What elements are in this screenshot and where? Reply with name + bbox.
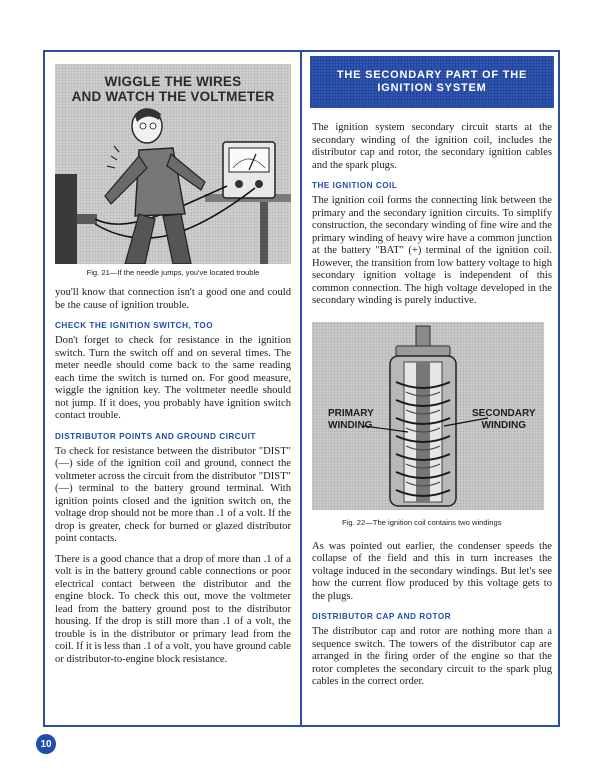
section-header-line-2: IGNITION SYSTEM xyxy=(377,82,487,94)
paragraph-check-ignition-switch: Don't forget to check for resistance in the ignition switch. Turn the switch off and on several times. The meter needle should come back to the same reading each time the switch is turned on. For good measure, wiggle the ignition key. The voltmeter needle should not jump. If it does, you probably have ignition switch contact trouble. xyxy=(55,335,291,421)
paragraph-distributor-points-1: To check for resistance between the distributor "DIST" (—) side of the ignition coil and ground, connect the voltmeter across the circuit from the distributor "DIST" (—) terminal to the battery ground terminal. With ignition points closed and the ignition switch on, the voltage drop should not be more than .1 of a volt. If the drop is greater, check for burned or glazed distributor point contacts. xyxy=(55,445,291,544)
figure-21-title-line-2: AND WATCH THE VOLTMETER xyxy=(71,89,275,104)
section-header-line-1: THE SECONDARY PART OF THE xyxy=(336,69,528,81)
mechanic-figure-icon xyxy=(105,108,205,264)
paragraph-distributor-cap: The distributor cap and rotor are nothing more than a sequence switch. The towers of the distributor cap are arranged in the firing order of the engine so that the rotor completes the secondary circuit to the spark plug cables in the correct order. xyxy=(312,626,552,687)
column-divider xyxy=(300,50,302,727)
right-column xyxy=(312,56,552,689)
right-intro-paragraph: The ignition system secondary circuit starts at the secondary winding of the ignition coil, includes the distributor cap and rotor, the secondary ignition cables and the spark plugs. xyxy=(312,122,552,171)
paragraph-distributor-points-2: There is a good chance that a drop of more than .1 of a volt is in the battery ground cable connections or poor electrical contact between the distributor and the engine block. To check this out, move the voltmeter lead from the battery ground post to the distributor housing. If the drop is still more than .1 of a volt, the trouble is in the distributor or primary lead from the coil. If it is less than .1 of a volt, you have ground cable or distributor-to-engine block resistance. xyxy=(55,553,291,665)
label-secondary-line-2: WINDING xyxy=(481,419,526,431)
figure-22-caption: Fig. 22—The ignition coil contains two windings xyxy=(342,517,502,527)
left-column xyxy=(55,64,291,666)
heading-ignition-coil: THE IGNITION COIL xyxy=(312,181,398,190)
label-primary-line-2: WINDING xyxy=(328,419,373,431)
figure-22 xyxy=(312,322,544,510)
paragraph-ignition-coil: The ignition coil forms the connecting link between the primary and the secondary ignition circuits. To simplify construction, the secondary winding of fine wire and the primary winding of heavy wire have a common junction at the battery "BAT" (+) terminal of the ignition coil. However, the transition from low battery voltage to high secondary ignition voltage is independent of this common connection. The high voltage developed in the secondary winding is purely inductive. xyxy=(312,195,552,306)
left-intro-paragraph: you'll know that connection isn't a good one and could be the cause of ignition trouble. xyxy=(55,287,291,311)
label-primary-line-1: PRIMARY xyxy=(328,407,374,419)
figure-21 xyxy=(55,64,291,264)
heading-check-ignition-switch: CHECK THE IGNITION SWITCH, TOO xyxy=(55,321,214,330)
page-number-badge: 10 xyxy=(36,734,56,754)
figure-21-title-line-1: WIGGLE THE WIRES xyxy=(104,74,242,89)
secondary-section-header xyxy=(310,56,554,108)
heading-distributor-points: DISTRIBUTOR POINTS AND GROUND CIRCUIT xyxy=(55,431,256,441)
mechanic-voltmeter-illustration xyxy=(55,64,291,264)
heading-distributor-cap: DISTRIBUTOR CAP AND ROTOR xyxy=(312,612,452,621)
voltmeter-icon xyxy=(223,142,275,198)
label-primary-winding xyxy=(328,408,374,432)
figure-21-caption: Fig. 21—If the needle jumps, you've located trouble xyxy=(86,268,260,277)
paragraph-condenser: As was pointed out earlier, the condenser speeds the collapse of the field and this in turn increases the voltage induced in the secondary windings. But let's see how the current flow produced by this voltage gets to the plugs. xyxy=(312,540,552,602)
ignition-coil-icon xyxy=(390,326,456,506)
label-secondary-line-1: SECONDARY xyxy=(472,407,536,419)
label-secondary-winding xyxy=(472,408,536,432)
